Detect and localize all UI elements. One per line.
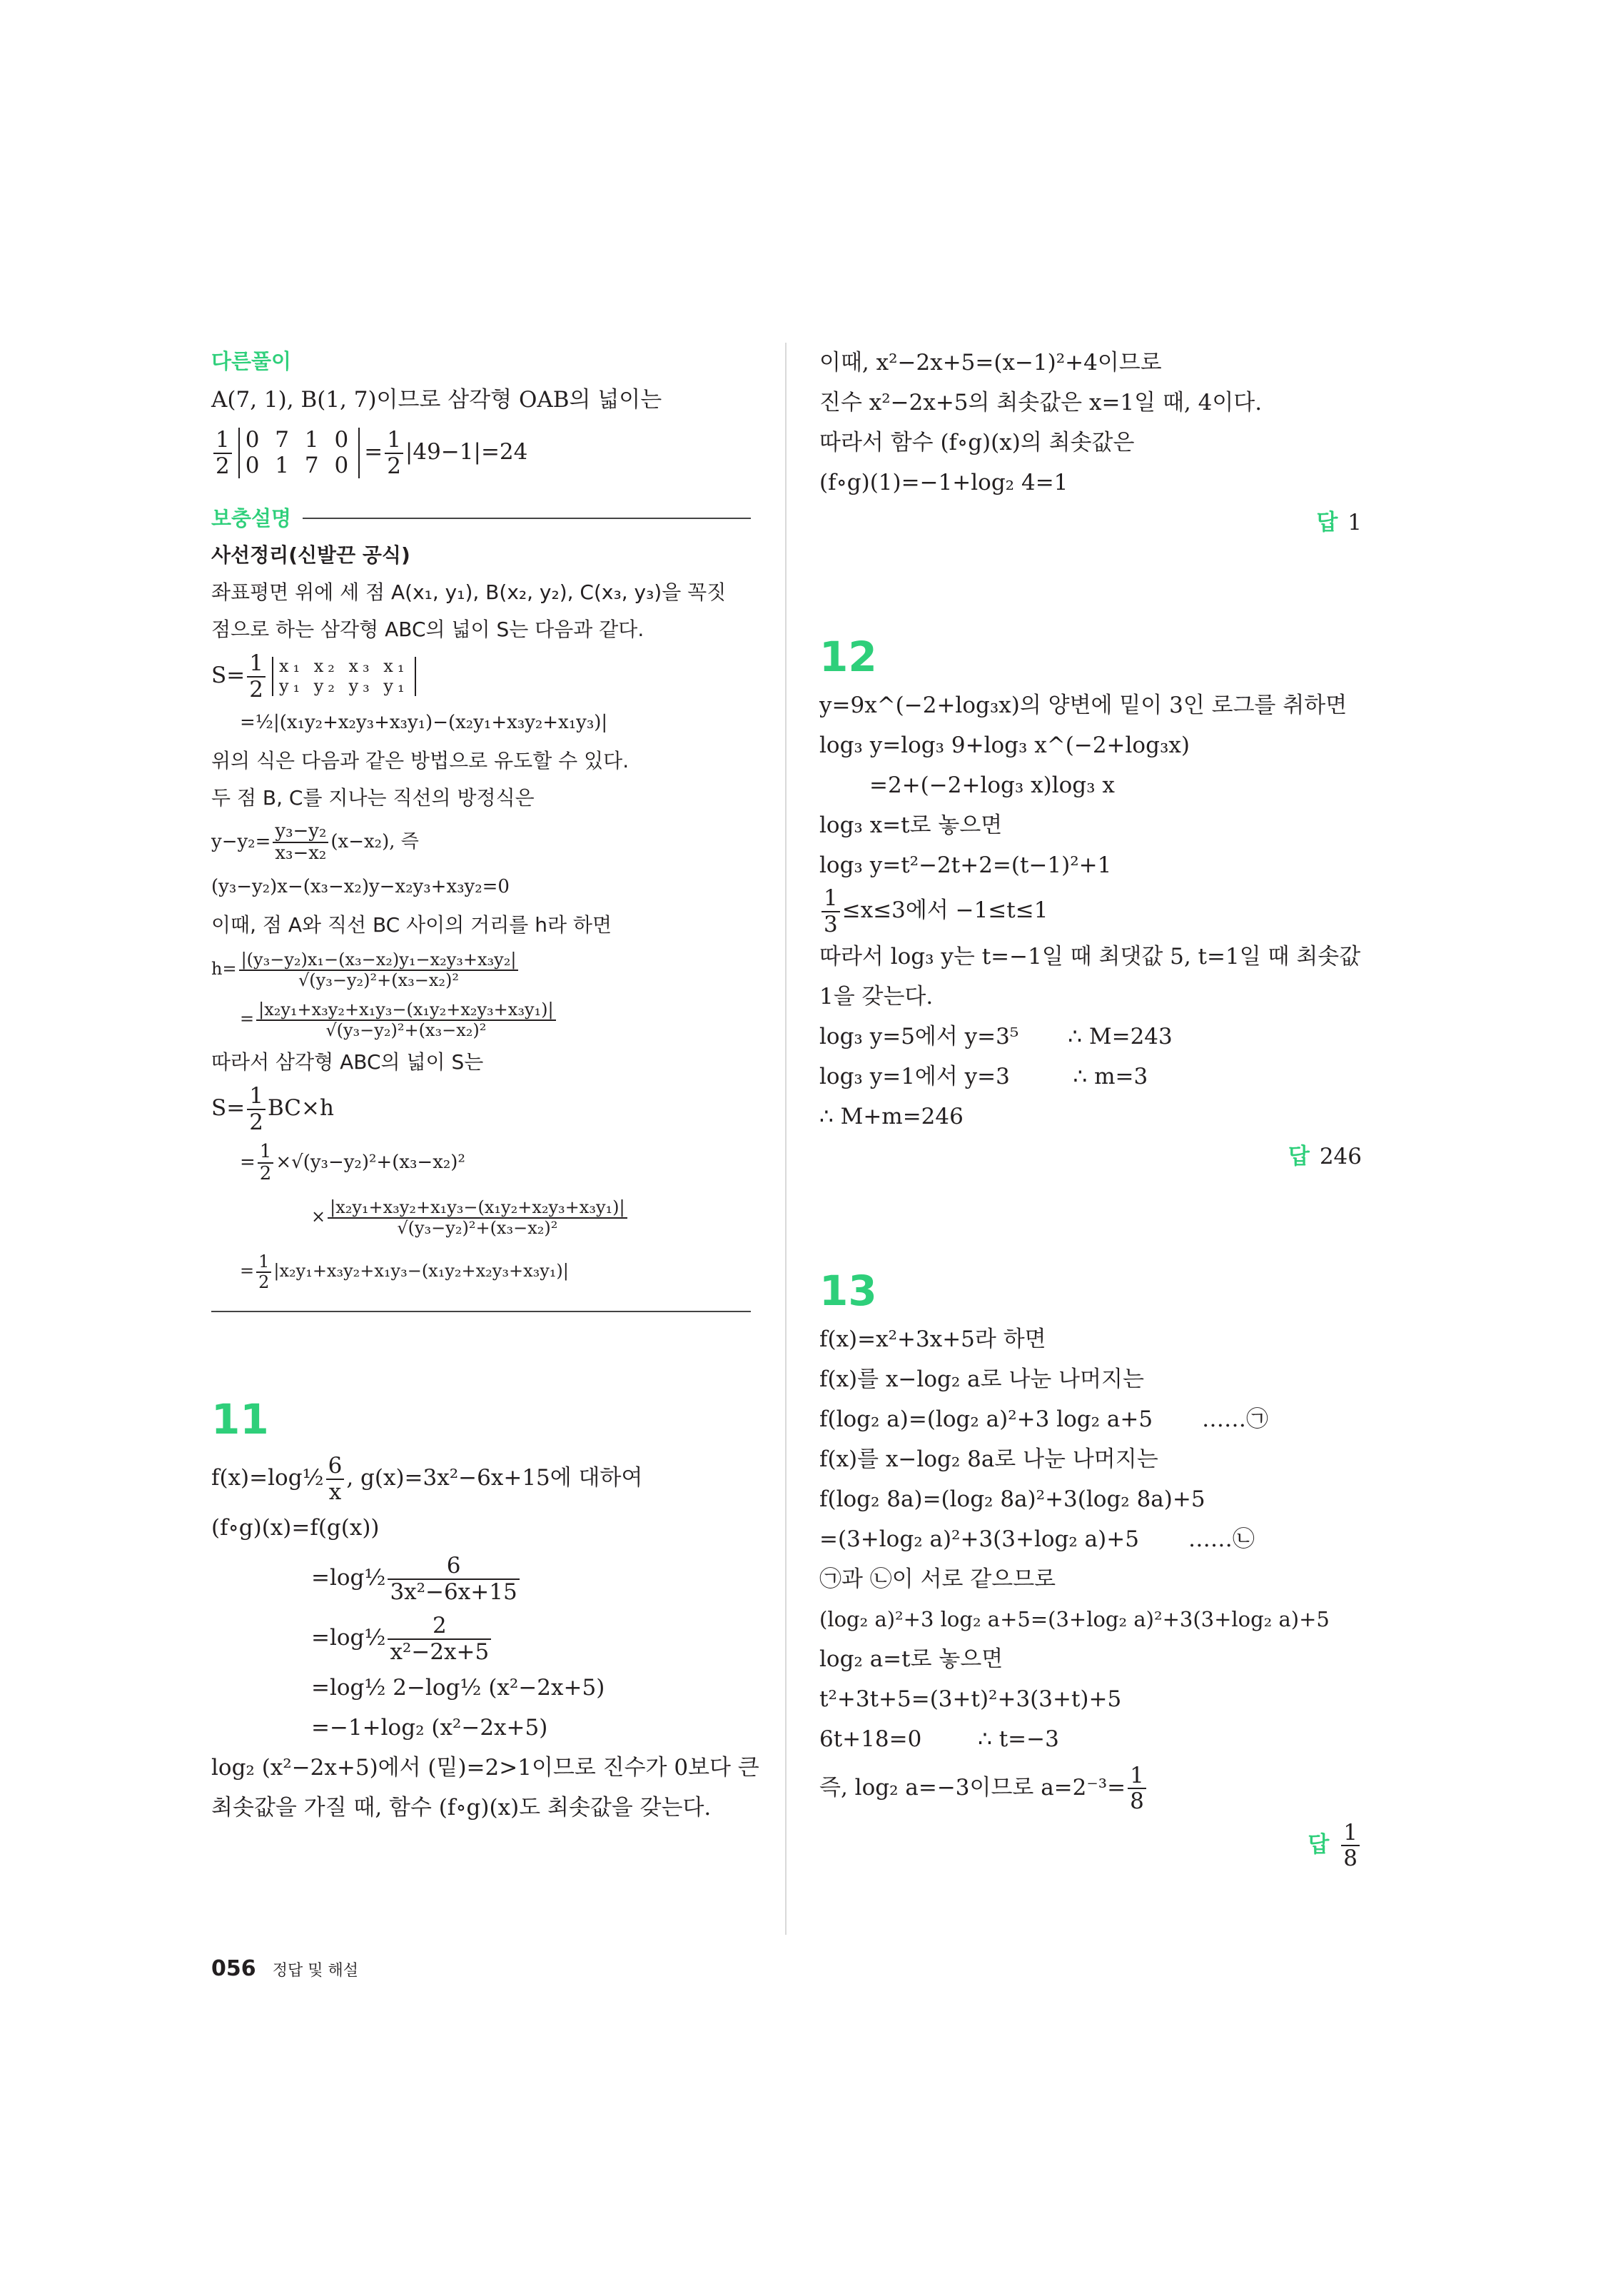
left-column <box>211 343 759 1828</box>
p13-line-6: =(3+log₂ a)²+3(3+log₂ a)+5 ……㉡ <box>819 1526 1255 1552</box>
fraction: $\frac{1}{2}$ <box>213 428 232 478</box>
p13-line-9: log₂ a=t로 놓으면 <box>819 1646 1003 1672</box>
alt-solution-heading: 다른풀이 <box>211 349 292 373</box>
p13-line-11: 6t+18=0 ∴ t=−3 <box>819 1726 1059 1752</box>
formula-area-4: = $\frac{1}{2}$ |x₂y₁+x₃y₂+x₁y₃−(x₁y₂+x₂y₃+x₃y₁)| <box>240 1252 569 1292</box>
answer-11: 답 1 <box>1316 510 1362 535</box>
p11-cont-2: 진수 x²−2x+5의 최솟값은 x=1일 때, 4이다. <box>819 390 1263 416</box>
p12-line-3: =2+(−2+log₃ x)log₃ x <box>869 772 1115 798</box>
formula-shoelace: S= $\frac{1}{2}$ x₁ x₂ x₃ x₁ y₁ y₂ y₃ y₁ <box>211 648 751 703</box>
problem-number: 13 <box>819 1266 877 1315</box>
p11-line-2: (f∘g)(x)=f(g(x)) <box>211 1515 380 1541</box>
p12-line-2: log₃ y=log₃ 9+log₃ x^(−2+log₃x) <box>819 732 1190 758</box>
alt-line-1: A(7, 1), B(1, 7)이므로 삼각형 OAB의 넓이는 <box>211 387 662 413</box>
p12-line-9: log₃ y=5에서 y=3⁵ ∴ M=243 <box>819 1023 1173 1049</box>
supplement-line: 좌표평면 위에 세 점 A(x₁, y₁), B(x₂, y₂), C(x₃, y₃)을 꼭짓 <box>211 580 727 604</box>
answer-12: 답 246 <box>1288 1143 1362 1169</box>
column-divider <box>785 343 787 1935</box>
p13-line-1: f(x)=x²+3x+5라 하면 <box>819 1326 1046 1352</box>
supplement-heading: 보충설명 <box>211 506 292 530</box>
answer-13: 답 $\frac{1}{8}$ <box>819 1816 1362 1873</box>
supplement-title: 사선정리(신발끈 공식) <box>211 543 410 567</box>
alt-line-2: $\frac{1}{2}$ 0 7 1 0 0 1 7 0 = $\frac{1}{2}$ |49−1|=24 <box>211 420 751 484</box>
supplement-line: 두 점 B, C를 지나는 직선의 방정식은 <box>211 786 535 810</box>
formula-line: =½|(x₁y₂+x₂y₃+x₃y₁)−(x₂y₁+x₃y₂+x₁y₃)| <box>240 712 608 733</box>
p13-line-5: f(log₂ 8a)=(log₂ 8a)²+3(log₂ 8a)+5 <box>819 1486 1205 1512</box>
p13-line-4: f(x)를 x−log₂ 8a로 나눈 나머지는 <box>819 1446 1158 1472</box>
p12-line-10: log₃ y=1에서 y=3 ∴ m=3 <box>819 1063 1148 1089</box>
p13-line-12: 즉, log₂ a=−3이므로 a=2⁻³= $\frac{1}{8}$ <box>819 1759 1362 1816</box>
p13-line-2: f(x)를 x−log₂ a로 나눈 나머지는 <box>819 1366 1144 1392</box>
fraction: $\frac{1}{2}$ <box>385 428 403 478</box>
heading-rule <box>303 518 751 519</box>
p13-line-7: ㉠과 ㉡이 서로 같으므로 <box>819 1566 1056 1592</box>
footer-label: 정답 및 해설 <box>272 1962 358 1980</box>
p12-line-8: 1을 갖는다. <box>819 983 934 1009</box>
formula-distance: h= $\frac{\text{|(y₃−y₂)x₁−(x₃−x₂)y₁−x₂y₃+x₃y₂|}}{\text{√(y₃−y₂)²+(x₃−x₂)²}}$ <box>211 944 751 994</box>
p11-line-8: 최솟값을 가질 때, 함수 (f∘g)(x)도 최솟값을 갖는다. <box>211 1795 712 1821</box>
supplement-line: 따라서 삼각형 ABC의 넓이 S는 <box>211 1050 484 1074</box>
p11-line-7: log₂ (x²−2x+5)에서 (밑)=2>1이므로 진수가 0보다 큰 <box>211 1755 759 1781</box>
p12-line-6: $\frac{1}{3}$ ≤x≤3에서 −1≤t≤1 <box>819 885 1362 937</box>
p13-line-8: (log₂ a)²+3 log₂ a+5=(3+log₂ a)²+3(3+log₂ a)+5 <box>819 1606 1330 1631</box>
formula-distance-2: = $\frac{\text{|x₂y₁+x₃y₂+x₁y₃−(x₁y₂+x₂y₃+x₃y₁)|}}{\text{√(y₃−y₂)²+(x₃−x₂)²}}$ <box>211 994 751 1044</box>
supplement-line: 점으로 하는 삼각형 ABC의 넓이 S는 다음과 같다. <box>211 618 644 641</box>
page-number: 056 <box>211 1956 256 1981</box>
formula-area-3: × $\frac{\text{|x₂y₁+x₃y₂+x₁y₃−(x₁y₂+x₂y₃+x₃y₁)|}}{\text{√(y₃−y₂)²+(x₃−x₂)²}}$ <box>211 1189 751 1244</box>
supplement-heading-row <box>211 500 751 537</box>
p11-line-6: =−1+log₂ (x²−2x+5) <box>311 1715 548 1741</box>
formula-line-equation: y−y₂= $\frac{\text{y₃−y₂}}{\text{x₃−x₂}}$ (x−x₂), 즉 <box>211 820 419 864</box>
p12-line-11: ∴ M+m=246 <box>819 1103 964 1129</box>
p13-line-10: t²+3t+5=(3+t)²+3(3+t)+5 <box>819 1686 1122 1712</box>
p13-line-3: f(log₂ a)=(log₂ a)²+3 log₂ a+5 ……㉠ <box>819 1406 1269 1432</box>
page-footer <box>211 1956 358 1981</box>
supplement-line: 이때, 점 A와 직선 BC 사이의 거리를 h라 하면 <box>211 913 612 937</box>
p11-line-1: f(x)=log½ $\frac{6}{x}$ , g(x)=3x²−6x+15에 대하여 <box>211 1453 643 1505</box>
p12-line-5: log₃ y=t²−2t+2=(t−1)²+1 <box>819 852 1112 878</box>
p11-cont-4: (f∘g)(1)=−1+log₂ 4=1 <box>819 470 1068 495</box>
p12-line-1: y=9x^(−2+log₃x)의 양변에 밑이 3인 로그를 취하면 <box>819 693 1348 718</box>
formula-area-2: = $\frac{1}{2}$ ×√(y₃−y₂)²+(x₃−x₂)² <box>240 1141 465 1184</box>
right-column <box>819 343 1362 1873</box>
p11-cont-3: 따라서 함수 (f∘g)(x)의 최솟값은 <box>819 430 1135 455</box>
formula-line: (y₃−y₂)x−(x₃−x₂)y−x₂y₃+x₃y₂=0 <box>211 876 510 897</box>
problem-number: 11 <box>211 1395 269 1444</box>
formula-area: S= $\frac{1}{2}$ BC×h <box>211 1083 334 1135</box>
p12-line-7: 따라서 log₃ y는 t=−1일 때 최댓값 5, t=1일 때 최솟값 <box>819 943 1361 970</box>
p11-line-5: =log½ 2−log½ (x²−2x+5) <box>311 1675 605 1701</box>
determinant: 0 7 1 0 0 1 7 0 <box>238 428 360 478</box>
p11-cont-1: 이때, x²−2x+5=(x−1)²+4이므로 <box>819 350 1162 376</box>
supplement-line: 위의 식은 다음과 같은 방법으로 유도할 수 있다. <box>211 749 630 772</box>
p12-line-4: log₃ x=t로 놓으면 <box>819 812 1003 838</box>
problem-number: 12 <box>819 633 877 681</box>
p11-line-4: =log½ $\frac{2}{\text{x²−2x+5}}$ <box>211 1608 751 1668</box>
p11-line-3: =log½ $\frac{6}{\text{3x²−6x+15}}$ <box>211 1548 751 1608</box>
